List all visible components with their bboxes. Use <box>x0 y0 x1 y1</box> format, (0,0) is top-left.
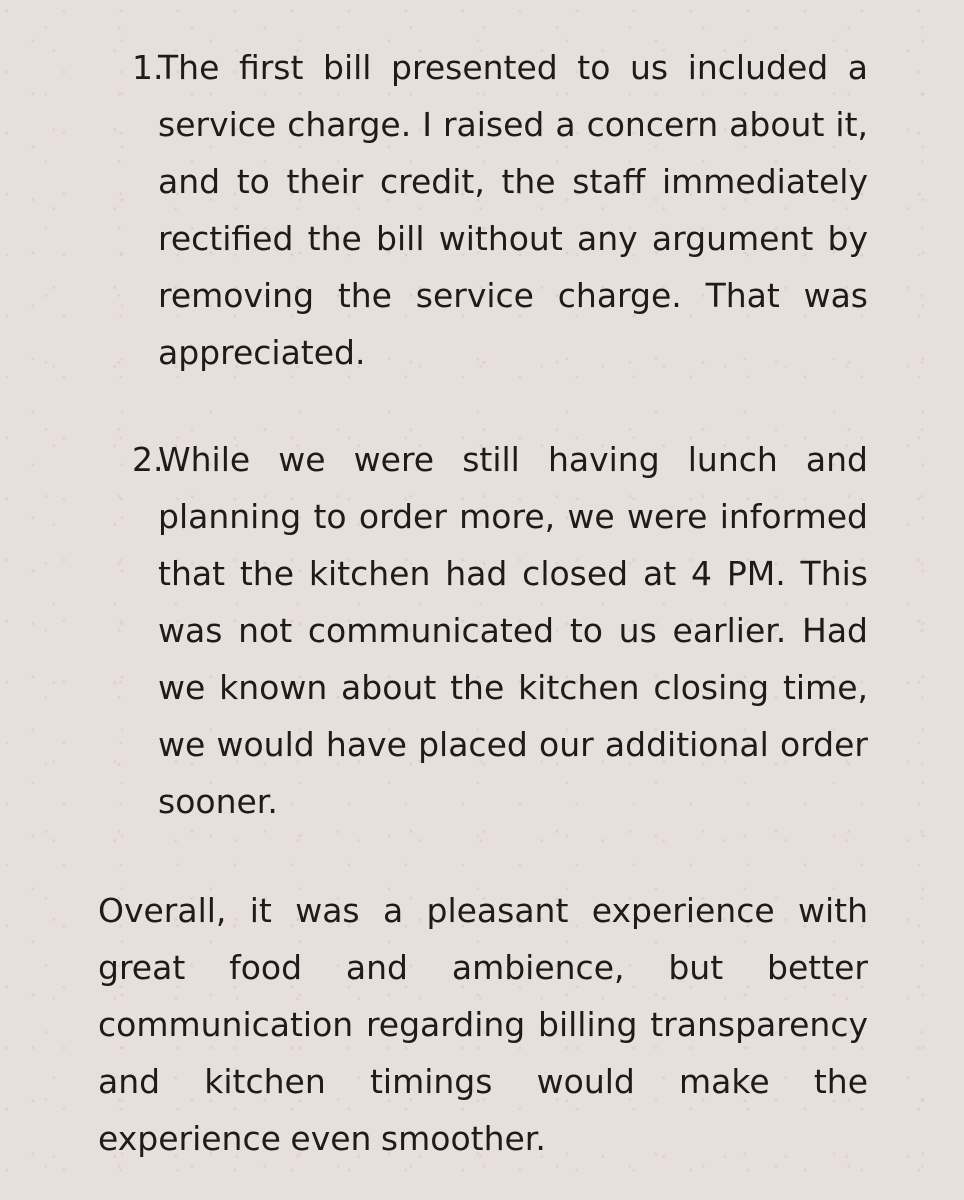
summary-paragraph: Overall, it was a pleasant experience with great food and ambience, but better communication regarding billing transparency and kitchen timings would make the experience even smoother. <box>98 891 868 1158</box>
list-item-text: The first bill presented to us included a service charge. I raised a concern about it, and to their credit, the staff immediately rectified the bill without any argument by removing the service charge. That was appreciated. <box>158 48 868 372</box>
list-item-text: While we were still having lunch and planning to order more, we were informed that the kitchen had closed at 4 PM. This was not communicated to us earlier. Had we known about the kitchen closing time, we would have placed our additional order sooner. <box>158 440 868 821</box>
list-item-number: 1. <box>132 48 164 87</box>
list-item-number: 2. <box>132 440 164 479</box>
